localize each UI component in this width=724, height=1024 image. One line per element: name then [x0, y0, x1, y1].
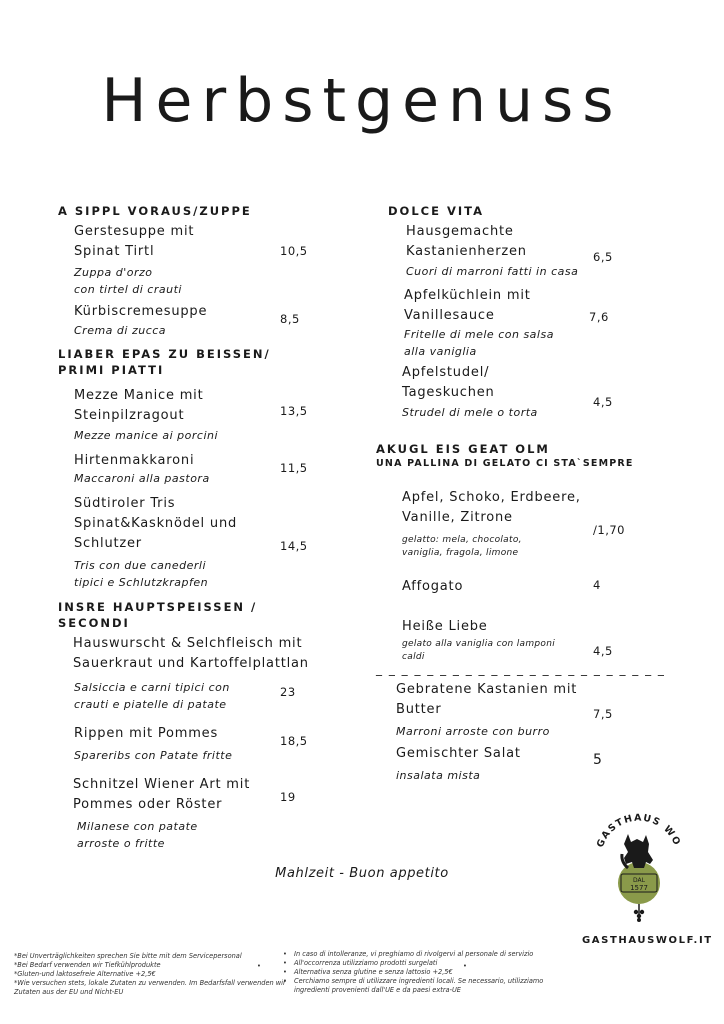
item-description: Zuppa d'orzo con tirtel di crauti — [74, 266, 182, 296]
footnote: • In caso di intolleranze, vi preghiamo di rivolgervi al personale di servizio — [282, 950, 562, 959]
section-subheading-gelato: UNA PALLINA DI GELATO CI STA`SEMPRE — [376, 458, 634, 469]
section-heading-secondi: INSRE HAUPTSPEISSEN / SECONDI — [58, 600, 258, 630]
item-description: insalata mista — [396, 769, 481, 782]
item-name: Mezze Manice mit Steinpilzragout — [74, 388, 204, 423]
page-title: Herbstgenuss — [101, 66, 623, 136]
footnote: Zutaten aus der EU und Nicht-EU — [14, 988, 124, 996]
item-description: Maccaroni alla pastora — [74, 472, 210, 485]
item-price: 10,5 — [280, 244, 308, 258]
footnote: • All'occorrenza utilizziamo prodotti surgelati — [282, 959, 562, 968]
item-price: 4,5 — [593, 395, 613, 409]
item-price: 19 — [280, 790, 296, 804]
item-price: 13,5 — [280, 404, 308, 418]
footnote: • Alternativa senza glutine e senza lattosio +2,5€ — [282, 968, 562, 977]
item-name: Apfel, Schoko, Erdbeere, Vanille, Zitrone — [402, 490, 581, 525]
bullet-dot: • — [257, 962, 261, 970]
item-description: Milanese con patate arroste o fritte — [77, 820, 198, 850]
item-price: 11,5 — [280, 461, 308, 475]
item-description: gelato alla vaniglia con lamponi caldi — [402, 639, 556, 662]
footnote: *Bei Bedarf verwenden wir Tiefkühlprodukte — [14, 961, 161, 969]
item-name: Rippen mit Pommes — [74, 726, 219, 741]
item-price: 8,5 — [280, 312, 300, 326]
item-price: 5 — [593, 752, 603, 768]
footnote: *Gluten-und laktosefreie Alternative +2,5€ — [14, 970, 156, 978]
item-price: 7,5 — [593, 707, 613, 721]
item-name: Schnitzel Wiener Art mit Pommes oder Röster — [73, 777, 251, 812]
item-price: 23 — [280, 685, 296, 699]
bullet-dot: • — [463, 962, 467, 970]
item-name: Heiße Liebe — [402, 619, 488, 634]
item-description: Cuori di marroni fatti in casa — [406, 265, 579, 278]
item-name: Südtiroler Tris Spinat&Kasknödel und Schlutzer — [74, 496, 238, 551]
item-name: Apfelküchlein mit Vanillesauce — [404, 288, 531, 323]
footnotes-german — [14, 952, 286, 997]
item-price: 4,5 — [593, 644, 613, 658]
item-description: Marroni arroste con burro — [396, 725, 550, 738]
logo-dal: DAL — [633, 877, 645, 884]
section-heading-soup: A SIPPL VORAUS/ZUPPE — [58, 204, 252, 218]
wolf-icon — [588, 808, 688, 926]
item-name: Kürbiscremesuppe — [74, 304, 208, 319]
section-heading-dolce-vita: DOLCE VITA — [388, 204, 484, 218]
item-price: 18,5 — [280, 734, 308, 748]
item-price: /1,70 — [593, 523, 625, 537]
section-heading-gelato: AKUGL EIS GEAT OLM — [376, 442, 550, 456]
item-description: Tris con due canederli tipici e Schlutzkrapfen — [74, 559, 209, 589]
logo-arc-text: GASTHAUS WO — [594, 812, 683, 850]
logo-year: 1577 — [630, 884, 648, 892]
item-description: gelatto: mela, chocolato, vaniglia, fragola, limone — [402, 535, 522, 558]
item-price: 14,5 — [280, 539, 308, 553]
footnote: • Cerchiamo sempre di utilizzare ingredienti locali. Se necessario, utilizziamo ingredienti provenienti dall'UE e da paesi extra-UE — [282, 977, 562, 995]
item-description: Spareribs con Patate fritte — [74, 749, 233, 762]
closing-line: Mahlzeit - Buon appetito — [275, 866, 449, 881]
item-description: Strudel di mele o torta — [402, 406, 538, 419]
item-description: Fritelle di mele con salsa alla vaniglia — [404, 328, 554, 358]
item-description: Salsiccia e carni tipici con crauti e piatelle di patate — [74, 681, 230, 711]
footnote: *Wie versuchen stets, lokale Zutaten zu verwenden. Im Bedarfsfall verwenden wir — [14, 979, 286, 987]
website-link[interactable]: GASTHAUSWOLF.IT — [582, 935, 713, 946]
item-price: 4 — [593, 578, 601, 592]
item-name: Hirtenmakkaroni — [74, 453, 195, 468]
item-name: Hauswurscht & Selchfleisch mit Sauerkraut und Kartoffelplattlan — [73, 636, 309, 671]
item-price: 6,5 — [593, 250, 613, 264]
item-name: Gemischter Salat — [396, 746, 521, 761]
divider: _ _ _ _ _ _ _ _ _ _ _ _ _ _ _ _ _ _ _ _ _ _ _ — [376, 662, 666, 676]
item-name: Apfelstudel/ Tageskuchen — [402, 365, 495, 400]
item-description: Mezze manice ai porcini — [74, 429, 219, 442]
item-description: Crema di zucca — [74, 324, 167, 337]
restaurant-logo — [588, 808, 688, 926]
item-price: 7,6 — [589, 310, 609, 324]
item-name: Hausgemachte Kastanienherzen — [406, 224, 527, 259]
item-name: Affogato — [402, 579, 464, 594]
footnotes-italian — [282, 950, 562, 995]
item-name: Gebratene Kastanien mit Butter — [396, 682, 578, 717]
footnote: *Bei Unverträglichkeiten sprechen Sie bitte mit dem Servicepersonal — [14, 952, 242, 960]
item-name: Gerstesuppe mit Spinat Tirtl — [74, 224, 195, 259]
section-heading-primi: LIABER EPAS ZU BEISSEN/ PRIMI PIATTI — [58, 347, 271, 377]
